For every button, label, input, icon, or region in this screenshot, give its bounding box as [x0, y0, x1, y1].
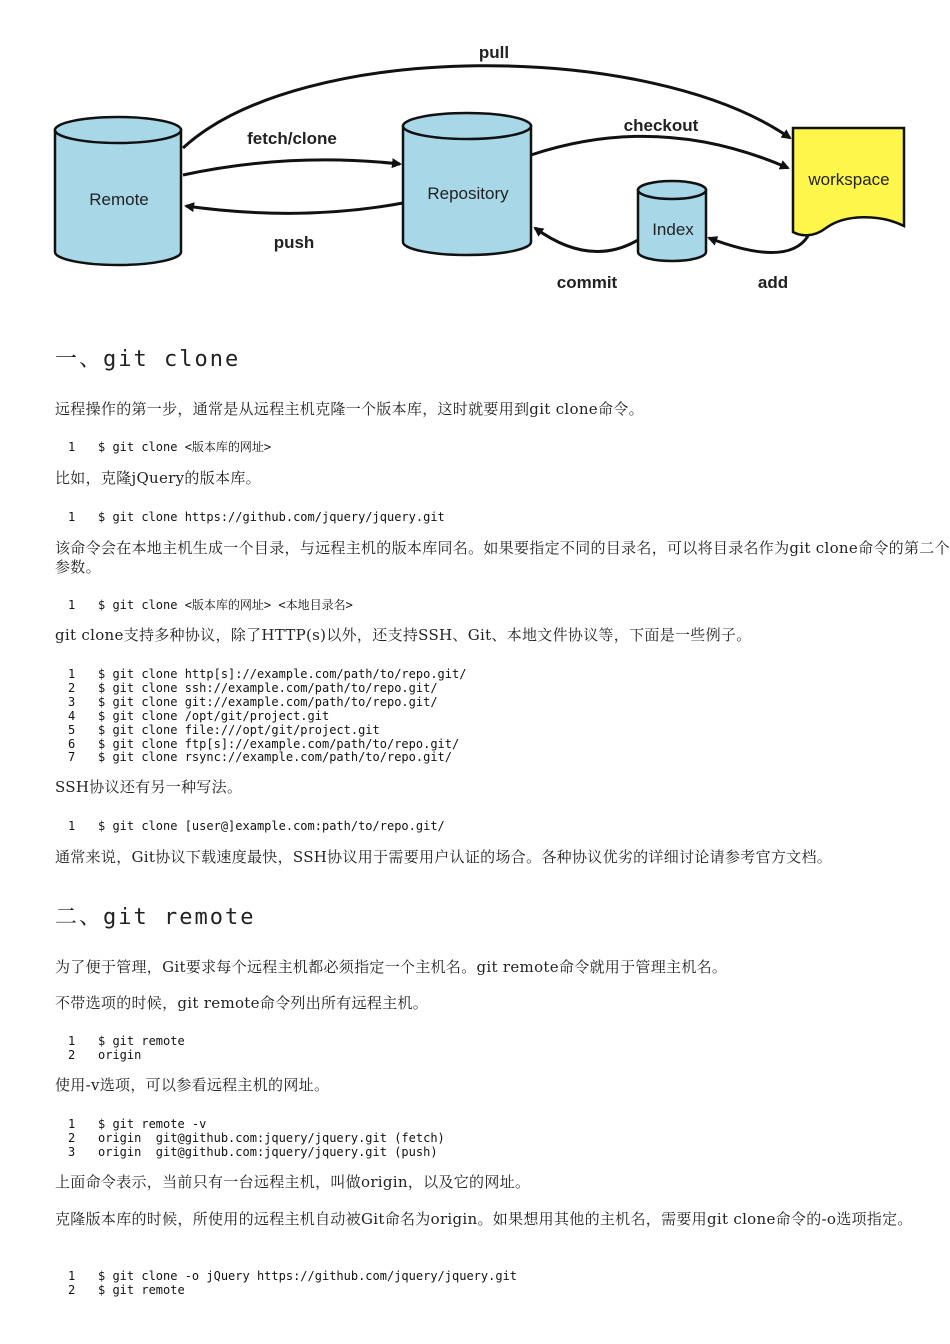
git-workflow-diagram — [0, 0, 950, 320]
commit-arrow — [535, 228, 638, 252]
code-line — [68, 1270, 517, 1284]
paragraph: 远程操作的第一步，通常是从远程主机克隆一个版本库，这时就要用到git clone命令。 — [55, 400, 644, 418]
add-arrow — [709, 236, 808, 253]
code-text: $ git remote — [98, 1282, 185, 1297]
code-line — [68, 1049, 185, 1063]
paragraph: 克隆版本库的时候，所使用的远程主机自动被Git命名为origin。如果想用其他的主机名，需要用git clone命令的-o选项指定。 — [55, 1210, 913, 1228]
code-text: $ git clone <版本库的网址> <本地目录名> — [98, 598, 353, 612]
repository-label: Repository — [427, 184, 509, 203]
code-text: $ git clone [user@]example.com:path/to/repo.git/ — [98, 819, 445, 833]
workspace-node — [793, 128, 904, 235]
code-line — [68, 668, 466, 682]
code-text: $ git remote -v — [98, 1117, 207, 1131]
code-line — [68, 441, 271, 455]
paragraph: 为了便于管理，Git要求每个远程主机都必须指定一个主机名。git remote命令就用于管理主机名。 — [55, 958, 728, 976]
code-text: $ git remote — [98, 1034, 185, 1048]
line-number: 1 — [68, 1034, 76, 1048]
code-block — [68, 511, 445, 525]
remote-node — [55, 117, 181, 265]
code-block — [68, 668, 466, 765]
paragraph: 不带选项的时候，git remote命令列出所有远程主机。 — [55, 994, 429, 1012]
code-line — [68, 1132, 445, 1146]
code-line — [68, 1284, 517, 1298]
code-text: $ git clone git://example.com/path/to/repo.git/ — [98, 694, 438, 709]
pull-label: pull — [478, 43, 510, 62]
line-number: 1 — [68, 819, 76, 833]
fetch-clone-arrow — [183, 160, 400, 175]
repository-node — [403, 113, 531, 255]
code-block — [68, 820, 445, 834]
code-line — [68, 738, 466, 752]
line-number: 5 — [68, 722, 76, 737]
code-line — [68, 511, 445, 525]
code-text: origin — [98, 1047, 142, 1062]
code-line — [68, 1118, 445, 1132]
code-block — [68, 599, 353, 613]
code-line — [68, 751, 466, 765]
line-number: 2 — [68, 1047, 76, 1062]
code-line — [68, 724, 466, 738]
fetch-clone-label: fetch/clone — [247, 129, 337, 148]
code-text: $ git clone ssh://example.com/path/to/repo.git/ — [98, 680, 438, 695]
paragraph: 该命令会在本地主机生成一个目录，与远程主机的版本库同名。如果要指定不同的目录名，可以将目录名作为git clone命令的第二个参数。 — [55, 539, 950, 576]
code-text: origin git@github.com:jquery/jquery.git (push) — [98, 1144, 438, 1159]
code-line — [68, 1035, 185, 1049]
index-node — [638, 181, 706, 261]
push-label: push — [273, 233, 315, 252]
line-number: 1 — [68, 440, 76, 454]
line-number: 6 — [68, 736, 76, 751]
line-number: 2 — [68, 1282, 76, 1297]
code-text: $ git clone /opt/git/project.git — [98, 708, 330, 723]
code-line — [68, 696, 466, 710]
line-number: 1 — [68, 510, 76, 524]
code-text: $ git clone -o jQuery https://github.com/jquery/jquery.git — [98, 1269, 518, 1283]
code-line — [68, 682, 466, 696]
code-text: $ git clone http[s]://example.com/path/to/repo.git/ — [98, 667, 467, 681]
paragraph: SSH协议还有另一种写法。 — [55, 778, 243, 796]
checkout-label: checkout — [623, 116, 699, 135]
paragraph: 使用-v选项，可以参看远程主机的网址。 — [55, 1076, 330, 1094]
code-text: $ git clone https://github.com/jquery/jquery.git — [98, 510, 445, 524]
section-heading-git-clone: 一、git clone — [55, 347, 241, 372]
code-text: $ git clone ftp[s]://example.com/path/to/repo.git/ — [98, 736, 460, 751]
code-line — [68, 1146, 445, 1160]
code-text: $ git clone file:///opt/git/project.git — [98, 722, 380, 737]
code-text: $ git clone rsync://example.com/path/to/repo.git/ — [98, 750, 453, 765]
line-number: 1 — [68, 1117, 76, 1131]
code-block — [68, 1035, 185, 1063]
workspace-label: workspace — [808, 170, 890, 189]
remote-label: Remote — [89, 190, 149, 209]
paragraph: 上面命令表示，当前只有一台远程主机，叫做origin，以及它的网址。 — [55, 1173, 531, 1191]
line-number: 1 — [68, 598, 76, 612]
code-block — [68, 441, 271, 455]
code-block — [68, 1118, 445, 1160]
code-line — [68, 599, 353, 613]
commit-label: commit — [556, 273, 618, 292]
code-text: origin git@github.com:jquery/jquery.git (fetch) — [98, 1130, 445, 1145]
code-line — [68, 820, 445, 834]
line-number: 1 — [68, 1269, 76, 1283]
line-number: 7 — [68, 750, 76, 765]
line-number: 2 — [68, 680, 76, 695]
code-text: $ git clone <版本库的网址> — [98, 440, 272, 454]
code-line — [68, 710, 466, 724]
line-number: 1 — [68, 667, 76, 681]
checkout-arrow — [531, 136, 788, 168]
line-number: 2 — [68, 1130, 76, 1145]
line-number: 3 — [68, 694, 76, 709]
line-number: 4 — [68, 708, 76, 723]
paragraph: 通常来说，Git协议下载速度最快，SSH协议用于需要用户认证的场合。各种协议优劣的详细讨论请参考官方文档。 — [55, 848, 833, 866]
paragraph: 比如，克隆jQuery的版本库。 — [55, 469, 261, 487]
line-number: 3 — [68, 1144, 76, 1159]
index-label: Index — [652, 220, 694, 239]
section-heading-git-remote: 二、git remote — [55, 905, 256, 930]
code-block — [68, 1270, 517, 1298]
add-label: add — [757, 273, 789, 292]
paragraph: git clone支持多种协议，除了HTTP(s)以外，还支持SSH、Git、本地文件协议等，下面是一些例子。 — [55, 626, 752, 644]
push-arrow — [186, 203, 403, 213]
